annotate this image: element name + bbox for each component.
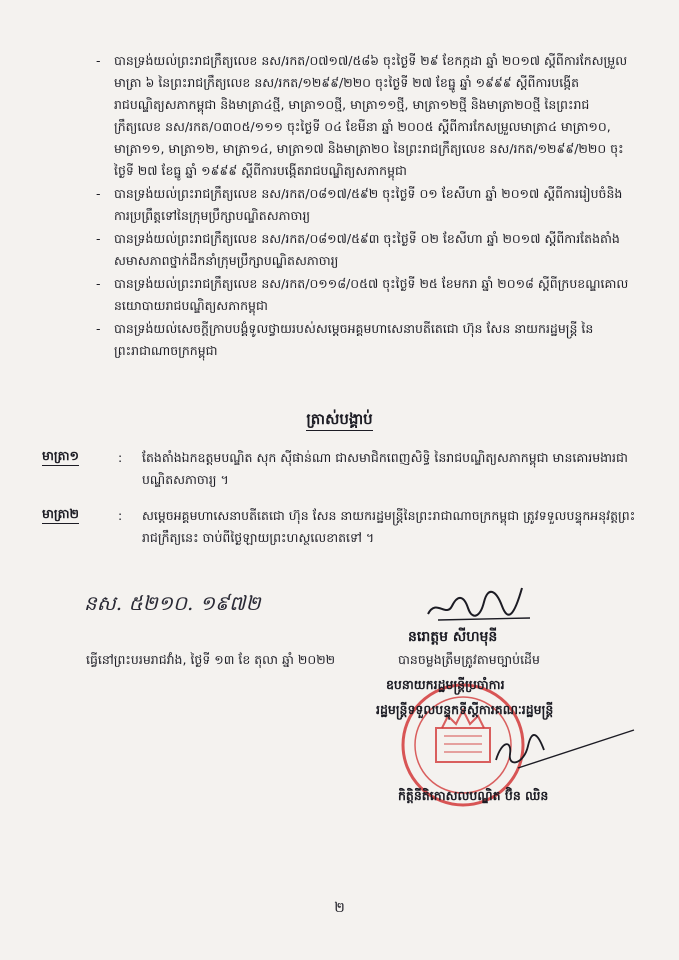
article-2 [42,505,642,549]
dash-bullet: - [96,231,101,246]
article-colon: : [118,450,123,465]
preamble-item [72,273,632,317]
preamble-text: បានទ្រង់យល់ព្រះរាជក្រឹត្យលេខ នស/រកត/០១១៨/០៥៧ ចុះថ្ងៃទី ២៥ ខែមករា ឆ្នាំ ២០១៨ ស្តីពីក្របខណ្ឌគោលនយោបាយរាជបណ្ឌិត្យសភាកម្ពុជា [114,276,629,313]
article-label: មាត្រា២ [42,505,79,524]
decree-heading [0,410,679,432]
office-title-1: ឧបនាយករដ្ឋមន្ត្រីប្រចាំការ [386,677,505,692]
cosigner-name: កិត្តិនីតិកោសលបណ្ឌិត ប៊ិន ឈិន [398,788,549,803]
preamble-item [72,228,632,272]
article-label: មាត្រា១ [42,447,79,466]
place-date: ធ្វើនៅព្រះបរមរាជវាំង, ថ្ងៃទី ១៣ ខែ តុលា ឆ្នាំ ២០២២ [86,652,336,667]
preamble-text: បានទ្រង់យល់ព្រះរាជក្រឹត្យលេខ នស/រកត/០៧១៧/៥៨៦ ចុះថ្ងៃទី ២៩ ខែកក្កដា ឆ្នាំ ២០១៧ ស្តីពីការកែសម្រួលមាត្រា ៦ នៃព្រះរាជក្រឹត្យលេខ នស/រកត/១២៩៩/២២០ ចុះថ្ងៃទី ២៧ ខែធ្នូ ឆ្នាំ ១៩៩៩ ស្តីពីការបង្កើតរាជបណ្ឌិត្យសភាកម្ពុជា និងមាត្រា៤ថ្មី, មាត្រា១០ថ្មី, មាត្រា១១ថ្មី, មាត្រា១២ថ្មី និងមាត្រា២០ថ្មី នៃព្រះរាជក្រឹត្យលេខ នស/រកត/០៣០៥/១១១ ចុះថ្ងៃទី ០៤ ខែមីនា ឆ្នាំ ២០០៥ ស្តីពីការកែសម្រួលមាត្រា៤ មាត្រា១០, មាត្រា១១, មាត្រា១២, មាត្រា១៤, មាត្រា១៧ និងមាត្រា២០ នៃព្រះរាជក្រឹត្យលេខ នស/រកត/១២៩៩/២២០ ចុះថ្ងៃទី ២៧ ខែធ្នូ ឆ្នាំ ១៩៩៩ ស្តីពីការបង្កើតរាជបណ្ឌិត្យសភាកម្ពុជា [114,53,628,178]
cosigner-signature [488,720,638,776]
royal-signature [418,578,538,624]
article-1 [42,447,642,491]
article-colon: : [118,508,123,523]
office-title-2: រដ្ឋមន្ត្រីទទួលបន្ទុកទីស្តីការគណៈរដ្ឋមន្ត្រី [376,702,554,717]
page-number: ២ [334,900,345,916]
preamble-item [72,318,632,362]
dash-bullet: - [96,186,101,201]
dash-bullet: - [96,321,101,336]
dash-bullet: - [96,53,101,68]
preamble-text: បានទ្រង់យល់ព្រះរាជក្រឹត្យលេខ នស/រកត/០៨១៧/៥៩៣ ចុះថ្ងៃទី ០២ ខែសីហា ឆ្នាំ ២០១៧ ស្តីពីការតែងតាំងសមាសភាពថ្នាក់ដឹកនាំក្រុមប្រឹក្សាបណ្ឌិតសភាចារ្យ [114,231,620,268]
dash-bullet: - [96,276,101,291]
article-body: តែងតាំងឯកឧត្តមបណ្ឌិត សុក ស៊ីផាន់ណា ជាសមាជិកពេញសិទ្ធិ នៃរាជបណ្ឌិត្យសភាកម្ពុជា មានគោរមងារជា បណ្ឌិតសភាចារ្យ ។ [142,450,628,487]
signer-name: នរោត្តម សីហមុនី [408,629,498,645]
preamble-text: បានទ្រង់យល់ព្រះរាជក្រឹត្យលេខ នស/រកត/០៨១៧/៥៩២ ចុះថ្ងៃទី ០១ ខែសីហា ឆ្នាំ ២០១៧ ស្តីពីការរៀបចំនិងការប្រព្រឹត្តទៅនៃក្រុមប្រឹក្សាបណ្ឌិតសភាចារ្យ [114,186,623,223]
preamble-item [72,50,632,182]
preamble-list [72,50,632,363]
preamble-item [72,183,632,227]
heading-text: ត្រាស់បង្គាប់ [306,410,372,431]
reference-number: នស. ៥២១០. ១៩៧២ [84,591,261,615]
certification-line: បានចម្លងត្រឹមត្រូវតាមច្បាប់ដើម [398,652,540,667]
article-body: សម្តេចអគ្គមហាសេនាបតីតេជោ ហ៊ុន សែន នាយករដ្ឋមន្ត្រីនៃព្រះរាជាណាចក្រកម្ពុជា ត្រូវទទួលបន្ទុកអនុវត្តព្រះរាជក្រឹត្យនេះ ចាប់ពីថ្ងៃឡាយព្រះហស្ថលេខាតទៅ ។ [142,508,636,545]
preamble-text: បានទ្រង់យល់សេចក្តីក្រាបបង្គំទូលថ្វាយរបស់សម្តេចអគ្គមហាសេនាបតីតេជោ ហ៊ុន សែន នាយករដ្ឋមន្ត្រី នៃព្រះរាជាណាចក្រកម្ពុជា [114,321,594,358]
